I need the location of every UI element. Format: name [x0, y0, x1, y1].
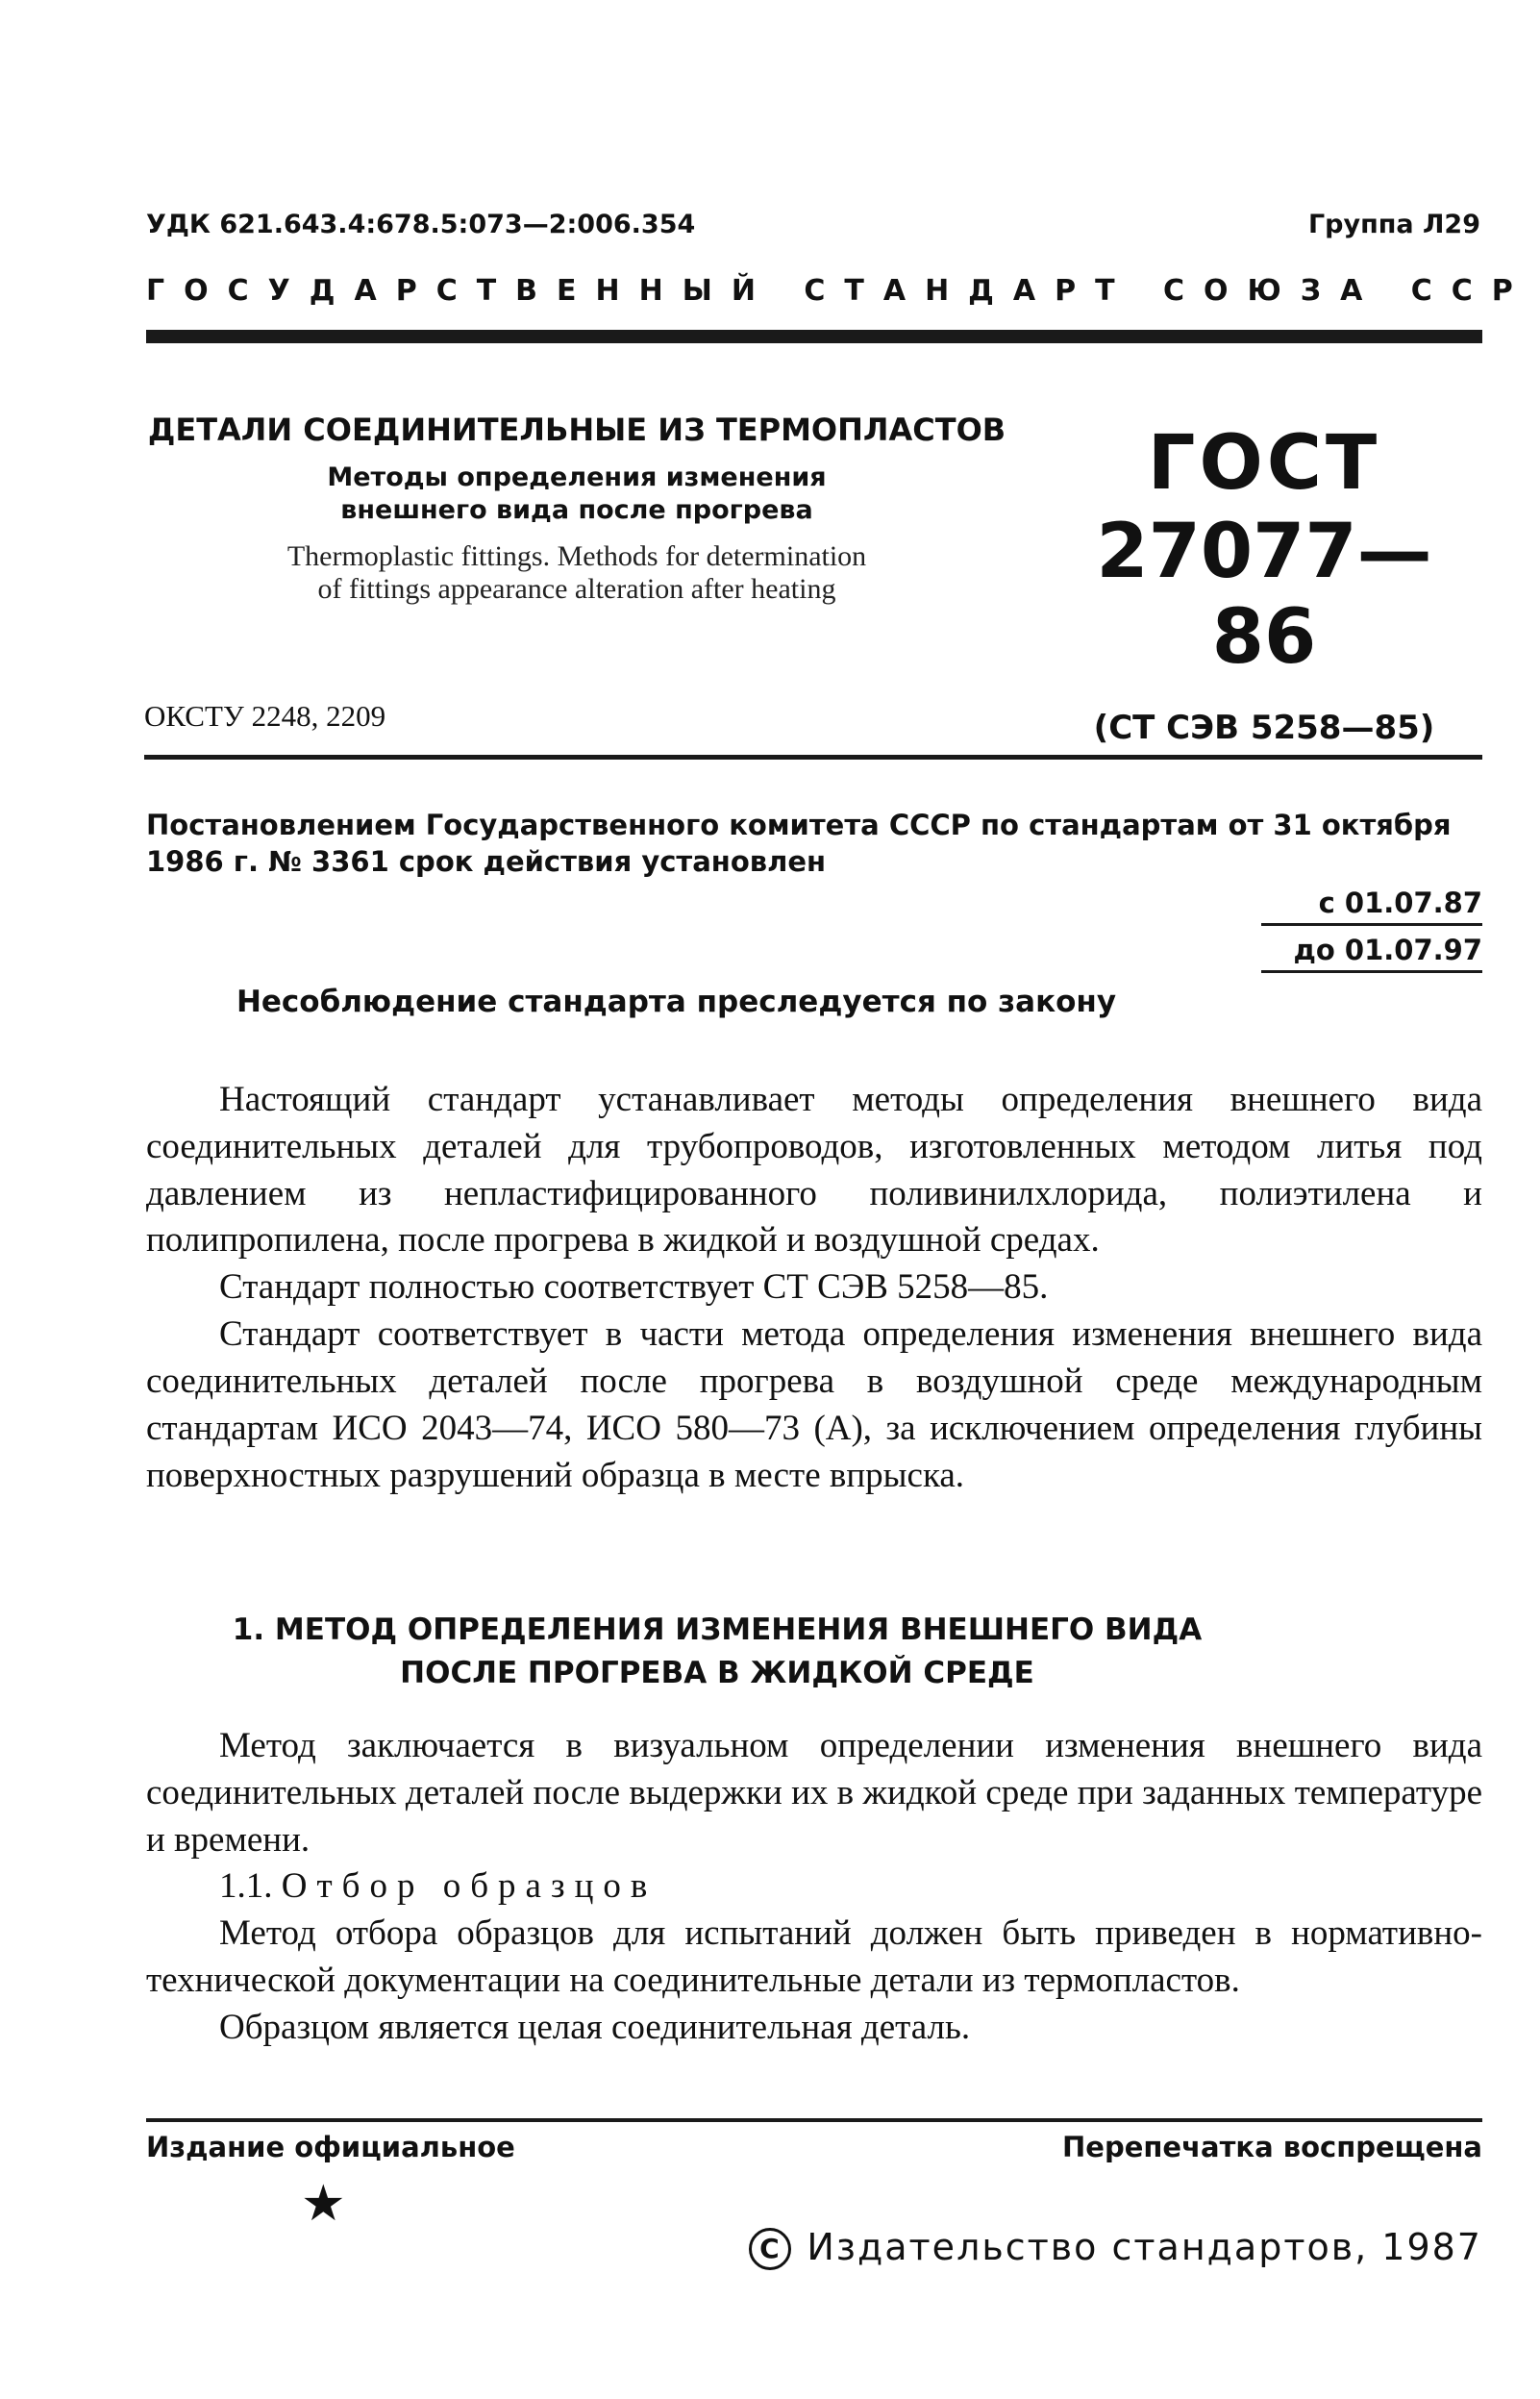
gost-designation [1048, 420, 1480, 748]
state-standard-banner: ГОСУДАРСТВЕННЫЙ СТАНДАРТ СОЮЗА ССР [146, 274, 1532, 308]
english-title [144, 540, 1009, 607]
document-title: ДЕТАЛИ СОЕДИНИТЕЛЬНЫЕ ИЗ ТЕРМОПЛАСТОВ [147, 412, 1006, 448]
introduction [146, 1077, 1482, 1499]
publisher-copyright [749, 2226, 1482, 2270]
section-heading-line-2: ПОСЛЕ ПРОГРЕВА В ЖИДКОЙ СРЕДЕ [400, 1655, 1034, 1690]
st-sev-equivalent: (СТ СЭВ 5258—85) [1093, 709, 1435, 748]
section-1-heading [0, 1609, 1540, 1695]
gost-number: 27077—86 [1096, 508, 1432, 682]
subtitle-line-2: внешнего вида после прогрева [340, 494, 813, 525]
header-divider [146, 330, 1482, 343]
section-heading-line-1: 1. МЕТОД ОПРЕДЕЛЕНИЯ ИЗМЕНЕНИЯ ВНЕШНЕГО ВИДА [232, 1612, 1203, 1647]
publisher-name: Издательство стандартов, 1987 [807, 2226, 1482, 2268]
reprint-prohibited: Перепечатка воспрещена [1062, 2131, 1482, 2163]
official-edition: Издание официальное [146, 2131, 515, 2163]
footer-divider [146, 2118, 1482, 2122]
valid-to: до 01.07.97 [1261, 932, 1482, 973]
subsection-title: Отбор образцов [281, 1866, 658, 1907]
copyright-icon: C [749, 2228, 791, 2270]
valid-from: с 01.07.87 [1261, 885, 1482, 926]
classification-group: Группа Л29 [1307, 210, 1480, 239]
legal-warning [0, 985, 1540, 1019]
section-paragraph-2: Метод отбора образцов для испытаний должен быть приведен в нормативно-технической документации на соединительные детали из термопластов. [146, 1913, 1482, 2001]
decree-line-1: Постановлением Государственного комитета СССР по стандартам от 31 октября [146, 809, 1452, 841]
decree-text [146, 808, 1482, 880]
section-paragraph-3: Образцом является целая соединительная деталь. [219, 2007, 971, 2047]
star-icon: ★ [301, 2175, 346, 2233]
subsection-1-1-heading [146, 1863, 1482, 1911]
english-title-line-1: Thermoplastic fittings. Methods for determination [286, 539, 867, 572]
validity-period [1261, 885, 1482, 973]
section-1-body [146, 1723, 1482, 2052]
intro-paragraph-1: Настоящий стандарт устанавливает методы определения внешнего вида соединительных деталей для трубопроводов, изготовленных методом литья под давлением из непластифицированного поливинилхлорида, полиэтилена и полипропилена, после прогрева в жидкой и воздушной средах. [146, 1080, 1482, 1261]
subtitle-line-1: Методы определения изменения [327, 462, 827, 492]
legal-warning-text: Несоблюдение стандарта преследуется по закону [236, 985, 1117, 1019]
gost-label: ГОСТ [1147, 420, 1381, 507]
document-title-block [144, 412, 1009, 607]
document-subtitle [144, 462, 1009, 527]
section-paragraph-1: Метод заключается в визуальном определении изменения внешнего вида соединительных деталей после выдержки их в жидкой среде при заданных температуре и времени. [146, 1726, 1482, 1860]
intro-paragraph-2: Стандарт полностью соответствует СТ СЭВ 5258—85. [219, 1267, 1049, 1308]
intro-paragraph-3: Стандарт соответствует в части метода определения изменения внешнего вида соединительных деталей после прогрева в воздушной среде международным стандартам ИСО 2043—74, ИСО 580—73 (А), за исключением определения глубины поверхностных разрушений образца в месте впрыска. [146, 1314, 1482, 1495]
udk-code: УДК 621.643.4:678.5:073—2:006.354 [146, 210, 696, 239]
okstu-code: ОКСТУ 2248, 2209 [144, 699, 386, 733]
title-divider [144, 755, 1482, 760]
english-title-line-2: of fittings appearance alteration after heating [317, 573, 836, 605]
subsection-number: 1.1. [219, 1866, 273, 1907]
decree-line-2: 1986 г. № 3361 срок действия установлен [146, 844, 827, 878]
